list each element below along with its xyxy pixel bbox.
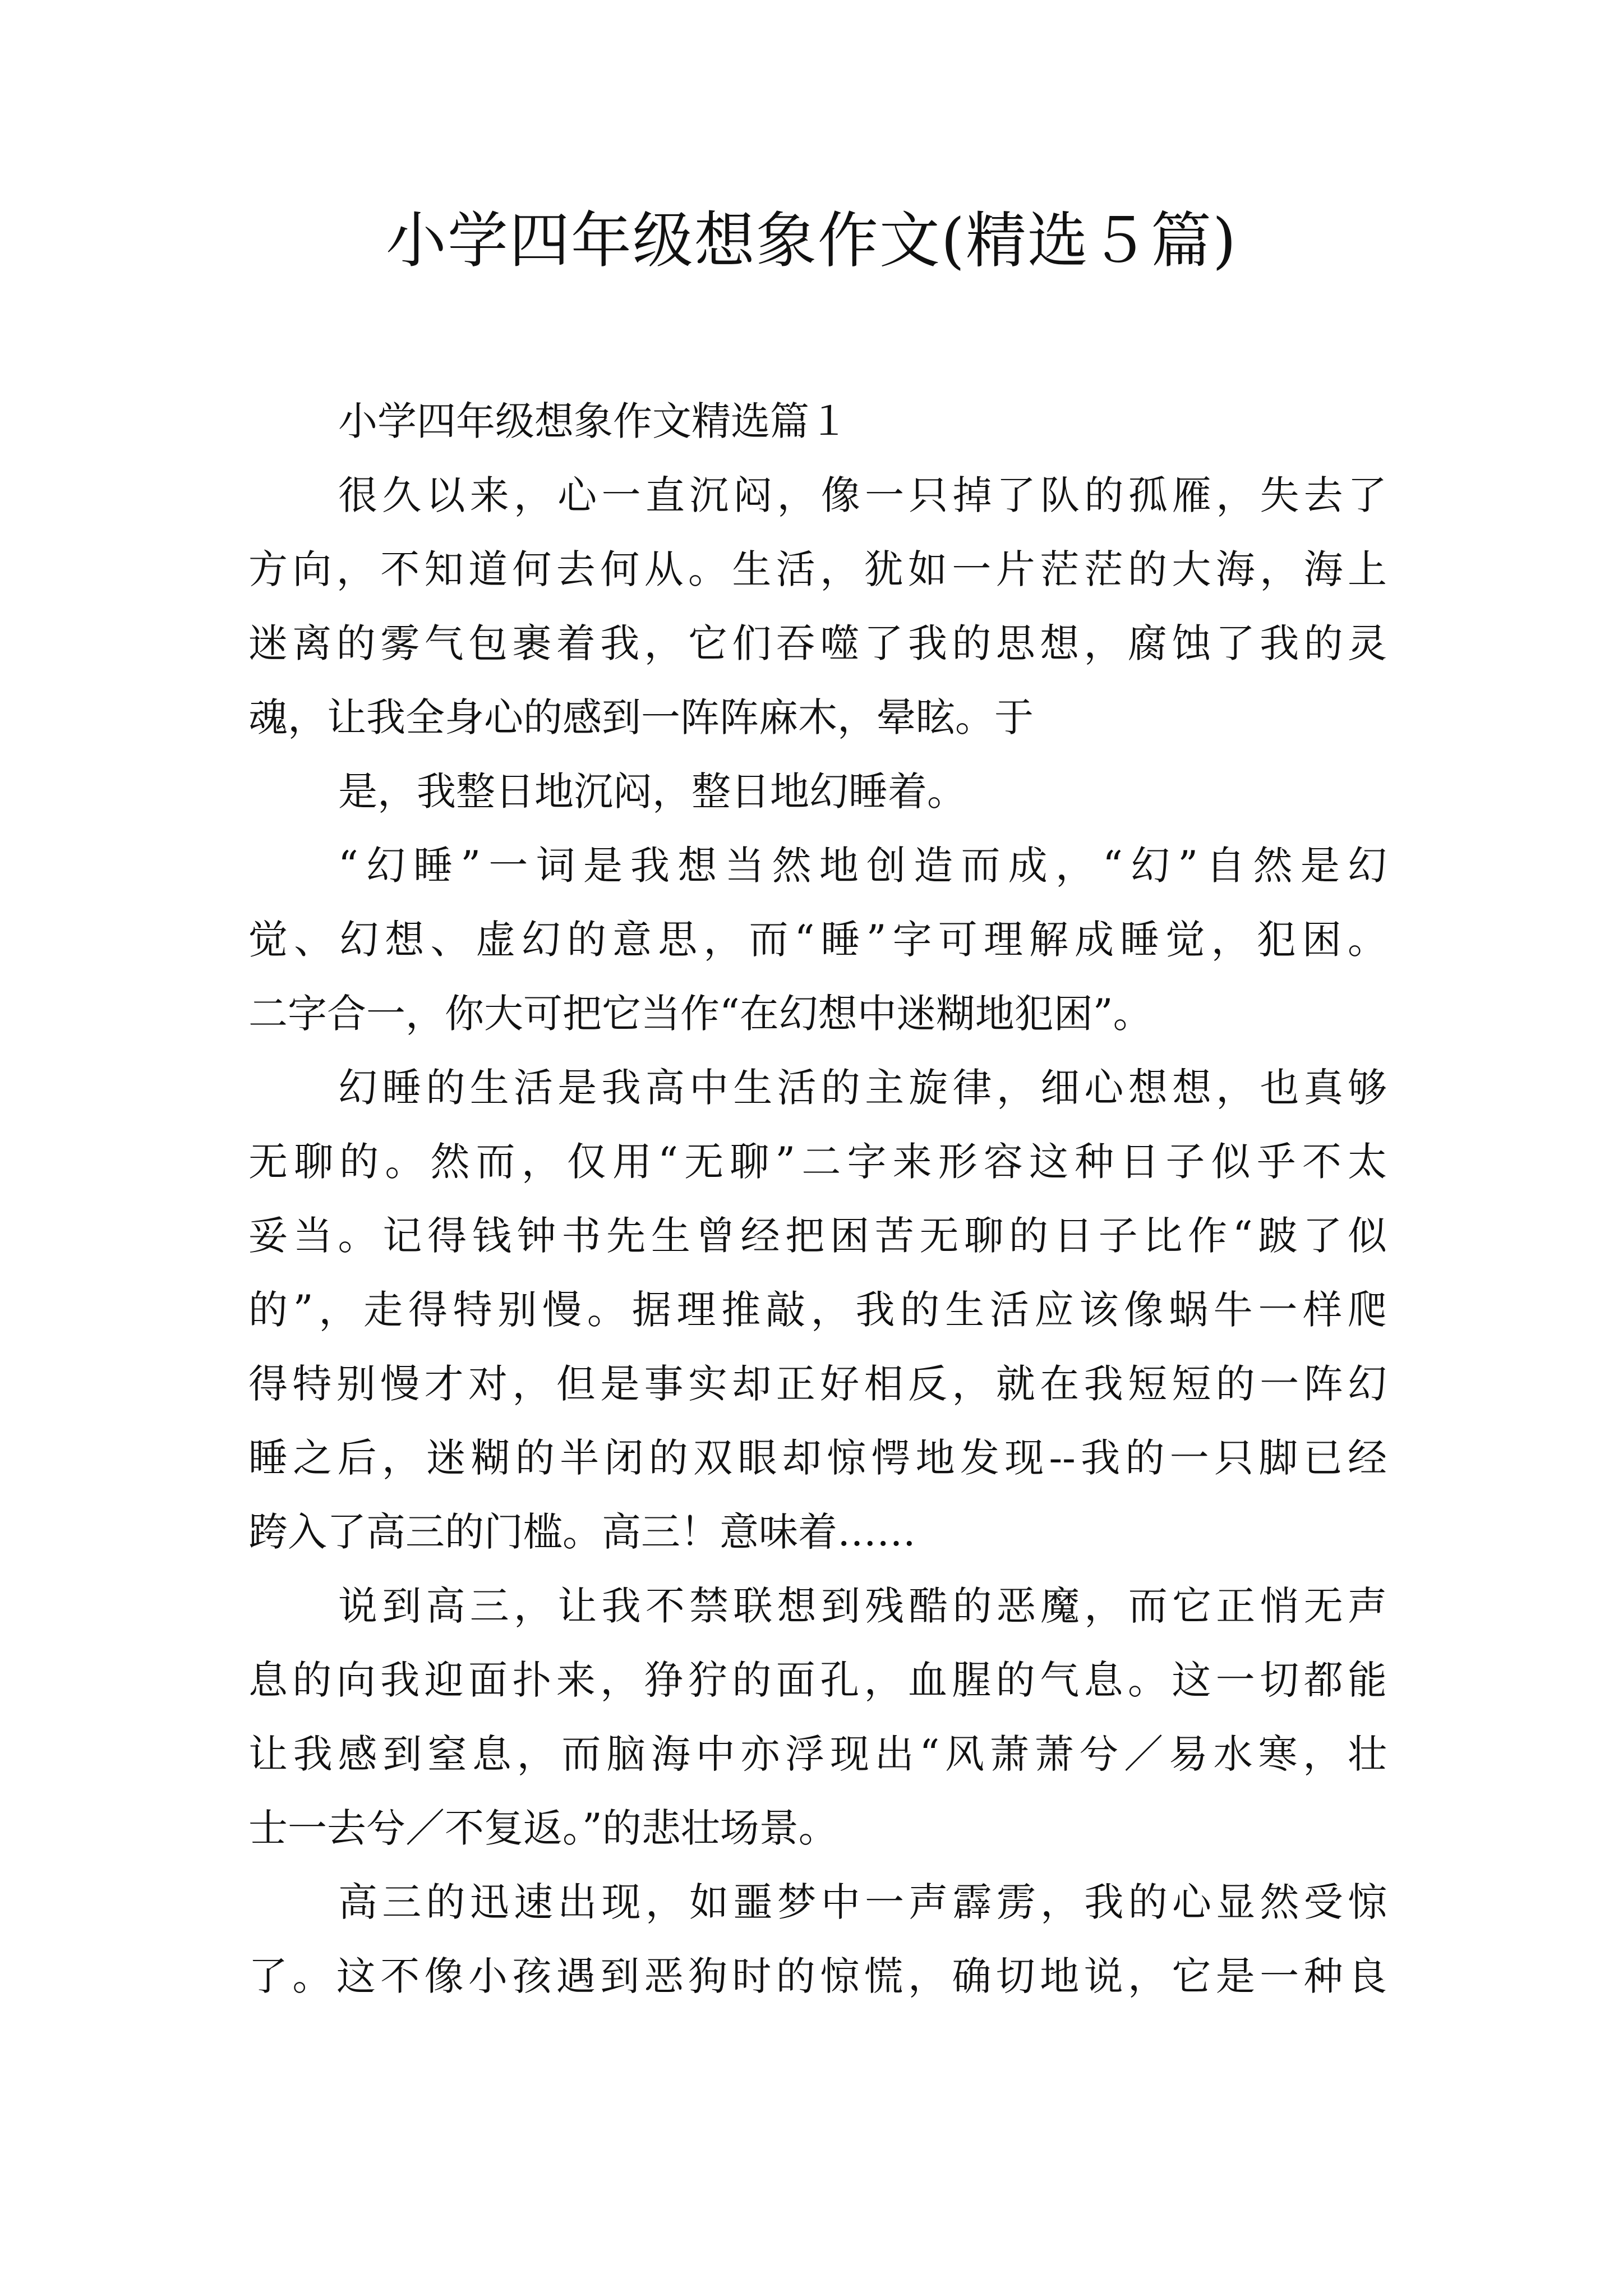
paragraph-line: 得特别慢才对，但是事实却正好相反，就在我短短的一阵幻 xyxy=(248,1361,1387,1407)
paragraph-line: 是，我整日地沉闷，整日地幻睡着。 xyxy=(338,769,966,815)
paragraph-line: 息的向我迎面扑来，狰狞的面孔，血腥的气息。这一切都能 xyxy=(248,1657,1387,1703)
paragraph-line: 高三的迅速出现，如噩梦中一声霹雳，我的心显然受惊 xyxy=(338,1879,1387,1925)
paragraph-line: 妥当。记得钱钟书先生曾经把困苦无聊的日子比作“跛了似 xyxy=(248,1213,1387,1259)
paragraph-line: 无聊的。然而，仅用“无聊”二字来形容这种日子似乎不太 xyxy=(248,1139,1387,1185)
paragraph-line: 魂，让我全身心的感到一阵阵麻木，晕眩。于 xyxy=(248,694,1034,740)
paragraph-line: 说到高三，让我不禁联想到残酷的恶魔，而它正悄无声 xyxy=(338,1583,1387,1629)
paragraph-line: 觉、幻想、虚幻的意思，而“睡”字可理解成睡觉，犯困。 xyxy=(248,917,1387,963)
paragraph-line: 了。这不像小孩遇到恶狗时的惊慌，确切地说，它是一种良 xyxy=(248,1953,1387,1999)
paragraph-line: 幻睡的生活是我高中生活的主旋律，细心想想，也真够 xyxy=(338,1065,1387,1111)
paragraph-line: 方向，不知道何去何从。生活，犹如一片茫茫的大海，海上 xyxy=(248,546,1387,592)
paragraph-line: 二字合一，你大可把它当作“在幻想中迷糊地犯困”。 xyxy=(248,991,1152,1037)
paragraph-line: 跨入了高三的门槛。高三！意味着…… xyxy=(248,1509,916,1555)
paragraph-line: 士一去兮／不复返。”的悲壮场景。 xyxy=(248,1805,838,1851)
paragraph-line: 很久以来，心一直沉闷，像一只掉了队的孤雁，失去了 xyxy=(338,472,1387,518)
section-heading: 小学四年级想象作文精选篇１ xyxy=(338,398,849,444)
paragraph-line: 睡之后，迷糊的半闭的双眼却惊愕地发现--我的一只脚已经 xyxy=(248,1435,1387,1481)
document-title: 小学四年级想象作文(精选５篇) xyxy=(385,206,1238,276)
paragraph-line: 的”，走得特别慢。据理推敲，我的生活应该像蜗牛一样爬 xyxy=(248,1287,1387,1333)
paragraph-line: “幻睡”一词是我想当然地创造而成，“幻”自然是幻 xyxy=(338,843,1387,889)
paragraph-line: 让我感到窒息，而脑海中亦浮现出“风萧萧兮／易水寒，壮 xyxy=(248,1731,1387,1777)
paragraph-line: 迷离的雾气包裹着我，它们吞噬了我的思想，腐蚀了我的灵 xyxy=(248,620,1387,666)
